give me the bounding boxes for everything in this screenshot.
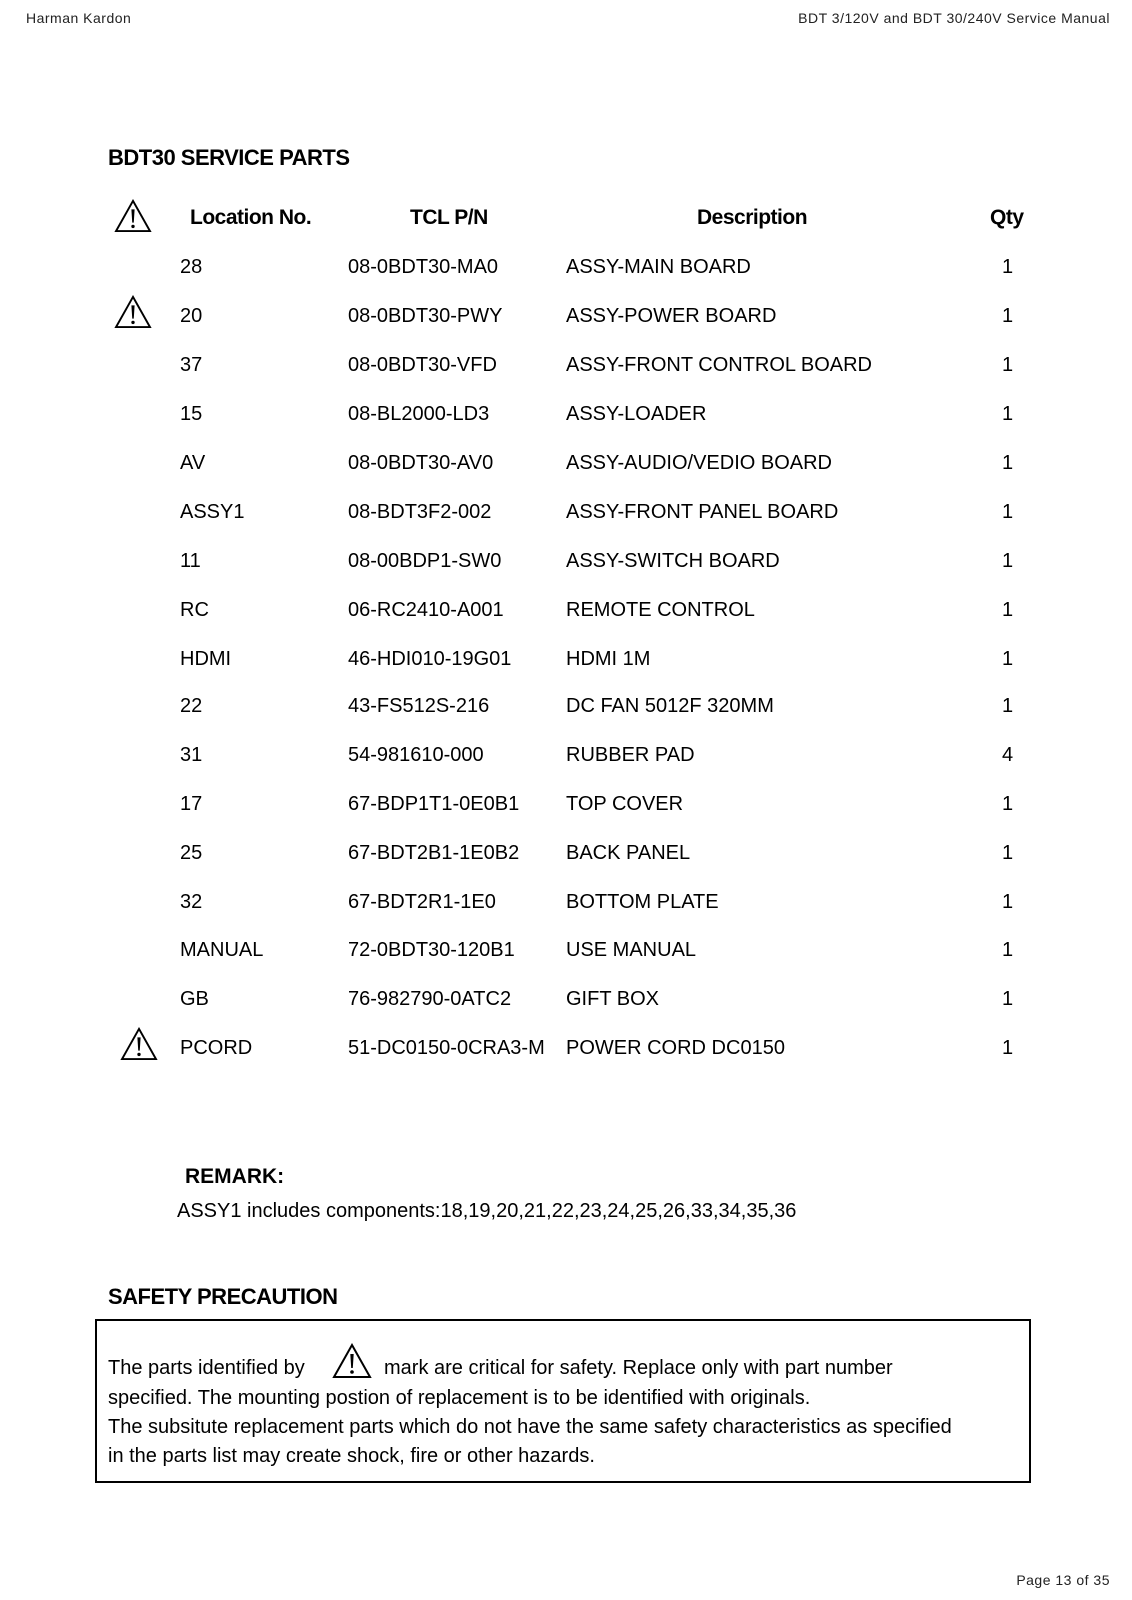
page-number: Page 13 of 35 [1016, 1572, 1110, 1588]
cell-description: ASSY-AUDIO/VEDIO BOARD [566, 452, 832, 474]
cell-description: BOTTOM PLATE [566, 891, 719, 913]
cell-qty: 1 [1002, 403, 1014, 425]
cell-location: 37 [180, 354, 203, 376]
cell-part-number: 67-BDP1T1-0E0B1 [348, 793, 520, 815]
table-row [0, 599, 1132, 629]
cell-qty: 1 [1002, 648, 1014, 670]
cell-qty: 1 [1002, 842, 1014, 864]
cell-part-number: 08-BDT3F2-002 [348, 501, 492, 523]
cell-description: REMOTE CONTROL [566, 599, 755, 621]
cell-part-number: 67-BDT2B1-1E0B2 [348, 842, 520, 864]
cell-location: HDMI [180, 648, 232, 670]
table-row [0, 891, 1132, 921]
cell-qty: 1 [1002, 793, 1014, 815]
cell-location: 22 [180, 695, 203, 717]
cell-location: GB [180, 988, 209, 1010]
cell-part-number: 67-BDT2R1-1E0 [348, 891, 496, 913]
table-row [0, 793, 1132, 823]
table-row [0, 1037, 1132, 1067]
table-row [0, 403, 1132, 433]
safety-section-title: SAFETY PRECAUTION [108, 1284, 338, 1309]
cell-part-number: 43-FS512S-216 [348, 695, 490, 717]
column-header-location: Location No. [190, 206, 312, 229]
cell-description: RUBBER PAD [566, 744, 695, 766]
safety-text-line-1a: The parts identified by [108, 1357, 305, 1379]
cell-part-number: 46-HDI010-19G01 [348, 648, 512, 670]
cell-qty: 1 [1002, 891, 1014, 913]
cell-qty: 4 [1002, 744, 1014, 766]
table-row [0, 354, 1132, 384]
cell-qty: 1 [1002, 988, 1014, 1010]
column-header-part-number: TCL P/N [410, 206, 488, 229]
cell-location: 15 [180, 403, 203, 425]
header-brand: Harman Kardon [26, 10, 132, 26]
cell-location: ASSY1 [180, 501, 245, 523]
safety-text-line-4: in the parts list may create shock, fire or other hazards. [108, 1445, 595, 1467]
cell-part-number: 08-0BDT30-MA0 [348, 256, 499, 278]
cell-qty: 1 [1002, 550, 1014, 572]
cell-description: DC FAN 5012F 320MM [566, 695, 774, 717]
cell-description: ASSY-LOADER [566, 403, 707, 425]
cell-location: PCORD [180, 1037, 253, 1059]
cell-location: 25 [180, 842, 203, 864]
cell-description: USE MANUAL [566, 939, 697, 961]
warning-triangle-icon [332, 1343, 372, 1379]
cell-qty: 1 [1002, 501, 1014, 523]
cell-qty: 1 [1002, 599, 1014, 621]
cell-description: ASSY-POWER BOARD [566, 305, 777, 327]
cell-part-number: 51-DC0150-0CRA3-M [348, 1037, 545, 1059]
parts-section-title: BDT30 SERVICE PARTS [108, 145, 350, 170]
cell-description: ASSY-FRONT CONTROL BOARD [566, 354, 872, 376]
cell-description: POWER CORD DC0150 [566, 1037, 785, 1059]
cell-qty: 1 [1002, 305, 1014, 327]
table-row [0, 842, 1132, 872]
cell-location: 20 [180, 305, 203, 327]
cell-qty: 1 [1002, 1037, 1014, 1059]
cell-qty: 1 [1002, 695, 1014, 717]
cell-part-number: 08-0BDT30-VFD [348, 354, 497, 376]
table-row [0, 988, 1132, 1018]
cell-part-number: 72-0BDT30-120B1 [348, 939, 515, 961]
cell-description: BACK PANEL [566, 842, 691, 864]
cell-location: 11 [180, 550, 201, 572]
cell-description: HDMI 1M [566, 648, 651, 670]
cell-part-number: 06-RC2410-A001 [348, 599, 504, 621]
table-row [0, 501, 1132, 531]
cell-qty: 1 [1002, 256, 1014, 278]
cell-part-number: 08-00BDP1-SW0 [348, 550, 502, 572]
warning-triangle-icon [114, 199, 152, 233]
cell-qty: 1 [1002, 452, 1014, 474]
table-row [0, 256, 1132, 286]
cell-location: MANUAL [180, 939, 264, 961]
cell-location: 17 [180, 793, 203, 815]
safety-text-line-2: specified. The mounting postion of replacement is to be identified with originals. [108, 1387, 811, 1409]
table-row [0, 648, 1132, 678]
cell-description: ASSY-SWITCH BOARD [566, 550, 780, 572]
remark-text: ASSY1 includes components:18,19,20,21,22,23,24,25,26,33,34,35,36 [177, 1200, 797, 1222]
column-header-description: Description [697, 206, 808, 229]
cell-location: 32 [180, 891, 203, 913]
cell-description: ASSY-FRONT PANEL BOARD [566, 501, 839, 523]
cell-part-number: 08-0BDT30-AV0 [348, 452, 494, 474]
cell-location: AV [180, 452, 206, 474]
cell-description: TOP COVER [566, 793, 684, 815]
column-header-qty: Qty [990, 206, 1024, 229]
table-row [0, 695, 1132, 725]
table-row [0, 939, 1132, 969]
table-row [0, 452, 1132, 482]
table-row [0, 305, 1132, 335]
cell-qty: 1 [1002, 939, 1014, 961]
cell-part-number: 08-BL2000-LD3 [348, 403, 490, 425]
cell-description: GIFT BOX [566, 988, 659, 1010]
table-row [0, 744, 1132, 774]
cell-location: 31 [180, 744, 203, 766]
remark-title: REMARK: [185, 1165, 285, 1188]
header-manual-title: BDT 3/120V and BDT 30/240V Service Manual [798, 10, 1110, 26]
cell-location: 28 [180, 256, 203, 278]
cell-part-number: 08-0BDT30-PWY [348, 305, 503, 327]
cell-description: ASSY-MAIN BOARD [566, 256, 751, 278]
cell-part-number: 76-982790-0ATC2 [348, 988, 512, 1010]
safety-text-line-3: The subsitute replacement parts which do not have the same safety characteristics as specified [108, 1416, 952, 1438]
warning-triangle-icon [114, 295, 152, 329]
safety-text-line-1b: mark are critical for safety. Replace only with part number [384, 1357, 893, 1379]
cell-part-number: 54-981610-000 [348, 744, 484, 766]
cell-qty: 1 [1002, 354, 1014, 376]
table-row [0, 550, 1132, 580]
cell-location: RC [180, 599, 209, 621]
warning-triangle-icon [120, 1027, 158, 1061]
safety-notice-box [95, 1319, 1031, 1483]
